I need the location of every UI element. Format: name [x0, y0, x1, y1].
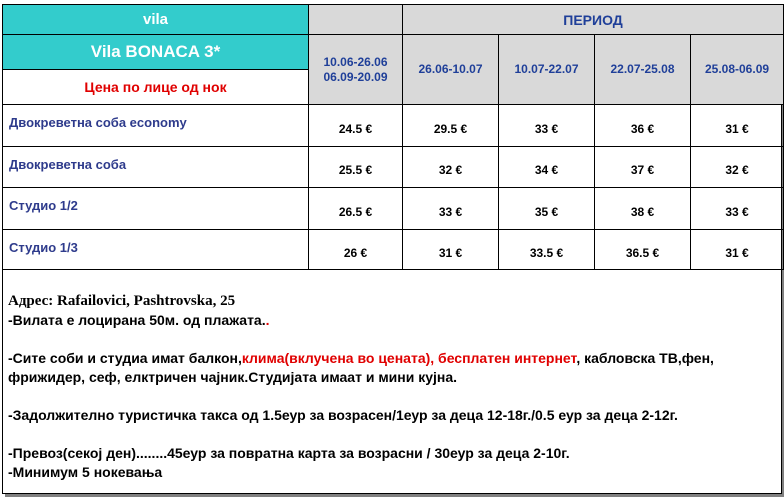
period-4: 22.07-25.08	[595, 35, 691, 105]
tax-line: -Задолжително туристичка такса од 1.5еур за возрасен/1еур за деца 12-18г./0.5 еур за деца 2-12г.	[8, 407, 678, 423]
price-cell: 26 €	[309, 230, 403, 270]
price-cell: 33 €	[691, 188, 784, 230]
period-1-line1: 10.06-26.06	[323, 54, 388, 69]
amenities-line-2: фрижидер, сеф, елктричен чајник.Студијата имаат и мини кујна.	[8, 369, 458, 385]
price-cell: 33.5 €	[499, 230, 595, 270]
address-line: Адрес: Rafailovici, Pashtrovska, 25	[8, 293, 236, 309]
price-cell: 32 €	[403, 147, 499, 188]
price-cell: 29.5 €	[403, 105, 499, 147]
price-table	[2, 4, 784, 270]
transfer-line: -Превоз(секој ден)........45еур за повратна карта за возрасни / 30еур за деца 2-10г.	[8, 445, 570, 461]
hotel-name: Vila BONACA 3*	[3, 35, 309, 70]
price-cell: 26.5 €	[309, 188, 403, 230]
price-cell: 34 €	[499, 147, 595, 188]
period-header: ПЕРИОД	[403, 5, 784, 35]
price-cell: 33 €	[499, 105, 595, 147]
amenities-highlight: клима(вклучена во цената), бесплатен интернет	[241, 350, 577, 366]
room-studio-1-2: Студио 1/2	[3, 188, 309, 230]
vila-label: vila	[3, 5, 309, 35]
room-economy: Двокреветна соба economy	[3, 105, 309, 147]
location-dot: .	[265, 312, 270, 328]
room-studio-1-3: Студио 1/3	[3, 230, 309, 270]
price-cell: 31 €	[403, 230, 499, 270]
location-line	[8, 311, 778, 330]
location-text: -Вилата е лоцирана 50м. од плажата.	[8, 312, 266, 328]
price-cell: 33 €	[403, 188, 499, 230]
period-corner	[309, 5, 403, 35]
period-2: 26.06-10.07	[403, 35, 499, 105]
price-cell: 32 €	[691, 147, 784, 188]
minimum-nights-line: -Минимум 5 нокевања	[8, 464, 163, 480]
period-1	[309, 35, 403, 105]
price-cell: 35 €	[499, 188, 595, 230]
price-cell: 31 €	[691, 105, 784, 147]
amenities-text-a: -Сите соби и студиа имат балкон,	[8, 350, 242, 366]
notes-section	[8, 292, 778, 482]
price-cell: 36.5 €	[595, 230, 691, 270]
price-cell: 24.5 €	[309, 105, 403, 147]
amenities-line	[8, 349, 778, 368]
price-cell: 37 €	[595, 147, 691, 188]
price-cell: 31 €	[691, 230, 784, 270]
price-note: Цена по лице од нок	[3, 70, 309, 105]
price-cell: 38 €	[595, 188, 691, 230]
period-5: 25.08-06.09	[691, 35, 784, 105]
amenities-text-b: , кабловска ТВ,фен,	[576, 350, 714, 366]
price-cell: 25.5 €	[309, 147, 403, 188]
period-1-line2: 06.09-20.09	[323, 69, 388, 84]
period-3: 10.07-22.07	[499, 35, 595, 105]
room-double: Двокреветна соба	[3, 147, 309, 188]
price-cell: 36 €	[595, 105, 691, 147]
